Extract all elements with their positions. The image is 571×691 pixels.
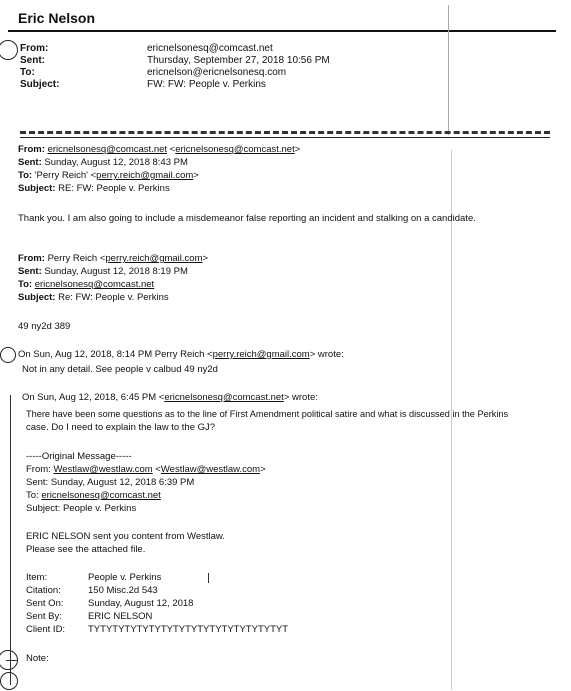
msg1-to-line: To: 'Perry Reich' <perry.reich@gmail.com> <box>18 170 199 181</box>
original-line2: Please see the attached file. <box>26 544 146 555</box>
original-subject-line: Subject: People v. Perkins <box>26 503 137 514</box>
hole-punch-mark <box>0 40 18 60</box>
original-sent-line: Sent: Sunday, August 12, 2018 6:39 PM <box>26 477 195 488</box>
header-subject-value: FW: FW: People v. Perkins <box>147 79 266 90</box>
header-sent-value: Thursday, September 27, 2018 10:56 PM <box>147 55 330 66</box>
detail-sent-on-value: Sunday, August 12, 2018 <box>88 598 194 609</box>
header-to-label: To: <box>20 67 35 78</box>
title-rule <box>8 30 556 32</box>
detail-item-value: People v. Perkins <box>88 572 162 583</box>
quote2-intro: On Sun, Aug 12, 2018, 6:45 PM <ericnelsonesq@comcast.net> wrote: <box>22 392 318 403</box>
quote1-intro: On Sun, Aug 12, 2018, 8:14 PM Perry Reich <perry.reich@gmail.com> wrote: <box>18 349 344 360</box>
msg2-to-line: To: ericnelsonesq@comcast.net <box>18 279 155 290</box>
detail-sent-by-value: ERIC NELSON <box>88 611 153 622</box>
original-line1: ERIC NELSON sent you content from Westlaw. <box>26 531 225 542</box>
header-subject-label: Subject: <box>20 79 60 90</box>
quote2-body-line2: case. Do I need to explain the law to the GJ? <box>26 422 216 433</box>
msg1-body: Thank you. I am also going to include a misdemeanor false reporting an incident and stalking on a candidate. <box>18 213 476 224</box>
detail-client-id-value: TYTYTYTYTYTYTYTYTYTYTYTYTYTYTYTYT <box>88 624 289 635</box>
header-from-value: ericnelsonesq@comcast.net <box>147 43 273 54</box>
text-cursor-mark <box>208 573 209 583</box>
note-rule <box>6 660 18 661</box>
msg1-from-line: From: ericnelsonesq@comcast.net <ericnelsonesq@comcast.net> <box>18 144 301 155</box>
quote2-body-line1: There have been some questions as to the line of First Amendment political satire and what is discussed in the Perkins <box>26 409 509 419</box>
msg1-sent-line: Sent: Sunday, August 12, 2018 8:43 PM <box>18 157 188 168</box>
detail-sent-on-label: Sent On: <box>26 598 64 609</box>
msg2-from-line: From: Perry Reich <perry.reich@gmail.com> <box>18 253 209 264</box>
detail-sent-by-label: Sent By: <box>26 611 62 622</box>
detail-citation-value: 150 Misc.2d 543 <box>88 585 158 596</box>
msg2-subject-line: Subject: Re: FW: People v. Perkins <box>18 292 169 303</box>
detail-client-id-label: Client ID: <box>26 624 66 635</box>
hole-punch-mark <box>0 672 18 690</box>
original-to-line: To: ericnelsonesq@comcast.net <box>26 490 161 501</box>
note-label: Note: <box>26 653 49 664</box>
hole-punch-mark <box>0 347 16 363</box>
scan-margin-line <box>451 150 452 690</box>
header-from-label: From: <box>20 43 49 54</box>
detail-item-label: Item: <box>26 572 48 583</box>
msg2-body: 49 ny2d 389 <box>18 321 71 332</box>
msg2-sent-line: Sent: Sunday, August 12, 2018 8:19 PM <box>18 266 188 277</box>
document-title: Eric Nelson <box>18 10 96 26</box>
quote-bar <box>10 395 11 685</box>
original-separator: -----Original Message----- <box>26 451 132 462</box>
scan-margin-line <box>448 5 449 135</box>
msg1-subject-line: Subject: RE: FW: People v. Perkins <box>18 183 170 194</box>
original-from-line: From: Westlaw@westlaw.com <Westlaw@westlaw.com> <box>26 464 266 475</box>
separator-rule <box>20 137 550 138</box>
quote1-body: Not in any detail. See people v calbud 49 ny2d <box>22 364 218 375</box>
detail-citation-label: Citation: <box>26 585 61 596</box>
header-sent-label: Sent: <box>20 55 45 66</box>
header-to-value: ericnelson@ericnelsonesq.com <box>147 67 287 78</box>
